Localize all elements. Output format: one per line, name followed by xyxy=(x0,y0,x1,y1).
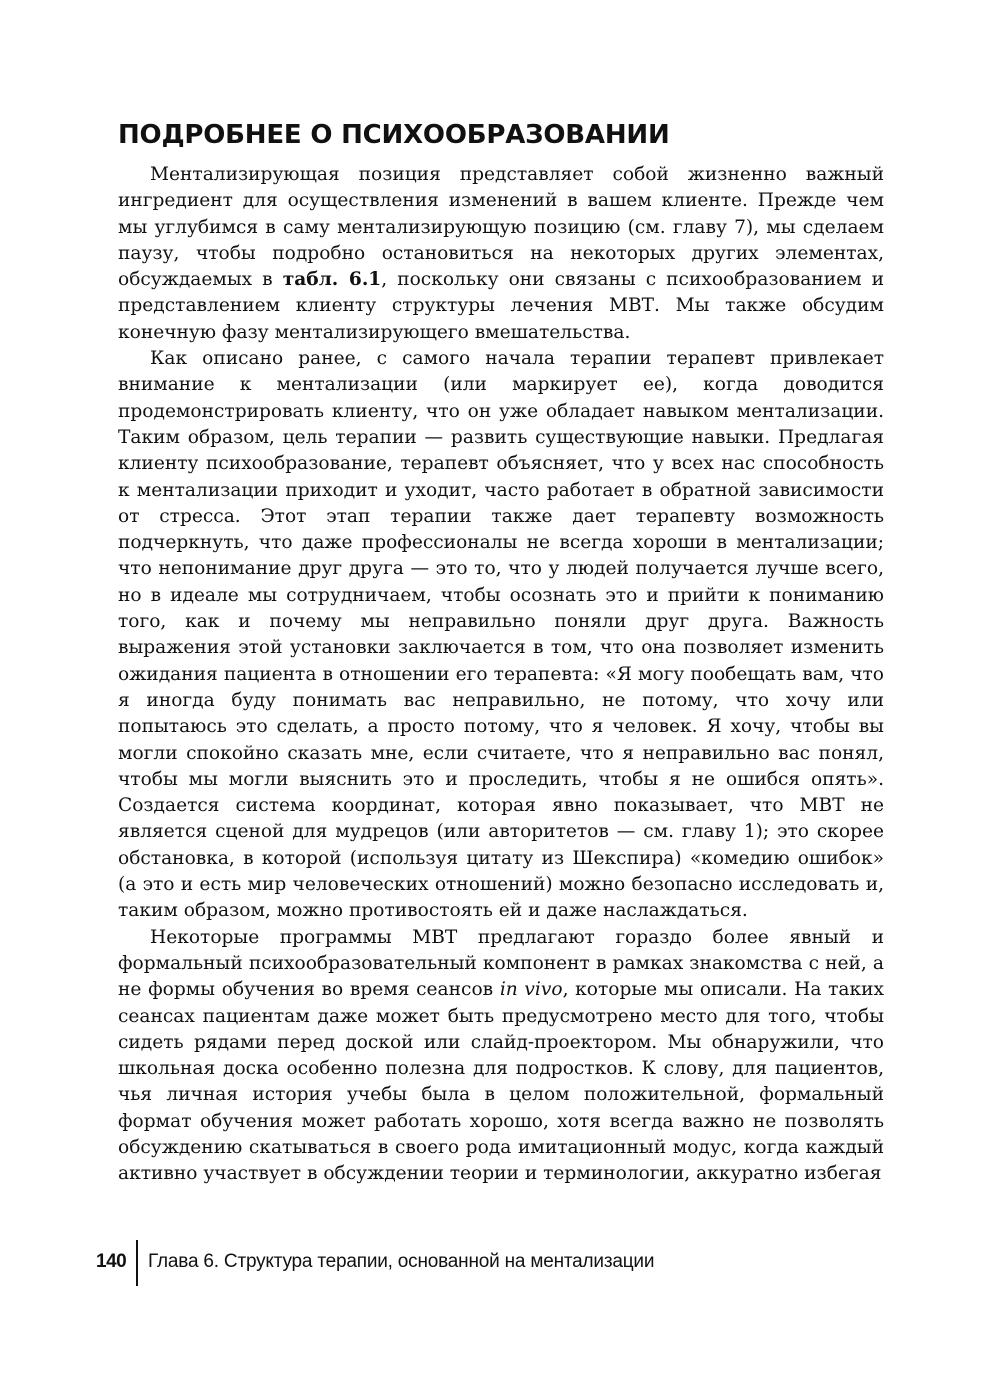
footer-divider xyxy=(136,1240,138,1286)
body-text xyxy=(118,162,884,1188)
paragraph-3-text-after: , которые мы описали. На таких сеансах пациентам даже может быть предусмотрено место для того, чтобы сидеть рядами перед доской или слайд-проектором. Мы обнаружили, что школьная доска особенно полезна для подростков. К слову, для пациентов, чья личная история учебы была в целом положительной, формальный формат обучения может работать хорошо, хотя всегда важно не позволять обсуждению скатываться в своего рода имитационный модус, когда каждый активно участвует в обсуждении теории и терминологии, аккуратно избегая xyxy=(118,979,884,1185)
paragraph-3 xyxy=(118,925,884,1188)
section-heading: ПОДРОБНЕЕ О ПСИХООБРАЗОВАНИИ xyxy=(118,120,670,150)
running-head: Глава 6. Структура терапии, основанной на ментализации xyxy=(148,1251,655,1272)
paragraph-2 xyxy=(118,346,884,925)
page-number: 140 xyxy=(96,1251,127,1272)
paragraph-1-text-after: , поскольку они связаны с психообразованием и представлением клиенту структуры лечения МВТ. Мы также обсудим конечную фазу ментализирующего вмешательства. xyxy=(118,269,885,343)
page-footer xyxy=(96,1238,796,1286)
table-reference: табл. 6.1 xyxy=(282,269,382,291)
latin-term: in vivo xyxy=(499,979,563,1001)
paragraph-1 xyxy=(118,162,884,346)
paragraph-3-text: Некоторые программы МВТ предлагают гораздо более явный и формальный психообразовательный компонент в рамках знакомства с ней, а не формы обучения во время сеансов xyxy=(118,926,884,1001)
paragraph-2-text: Как описано ранее, с самого начала терапии терапевт привлекает внимание к ментализации (или маркирует ее), когда доводится продемонстрировать клиенту, что он уже обладает навыком ментализации. Таким образом, цель терапии — развить существующие навыки. Предлагая клиенту психообразование, терапевт объясняет, что у всех нас способность к ментализации приходит и уходит, часто работает в обратной зависимости от стресса. Этот этап терапии также дает терапевту возможность подчеркнуть, что даже профессионалы не всегда хороши в ментализации; что непонимание друг друга — это то, что у людей получается лучше всего, но в идеале мы сотрудничаем, чтобы осознать это и прийти к пониманию того, как и почему мы неправильно поняли друг друга. Важность выражения этой установки заключается в том, что она позволяет изменить ожидания пациента в отношении его терапевта: «Я могу пообещать вам, что я иногда буду понимать вас неправильно, не потому, что хочу или попытаюсь это сделать, а просто потому, что я человек. Я хочу, чтобы вы могли спокойно сказать мне, если считаете, что я неправильно вас понял, чтобы мы могли выяснить это и проследить, чтобы я не ошибся опять». Создается система координат, которая явно показывает, что МВТ не является сценой для мудрецов (или авторитетов — см. главу 1); это скорее обстановка, в которой (используя цитату из Шекспира) «комедию ошибок» (а это и есть мир человеческих отношений) можно безопасно исследовать и, таким образом, можно противостоять ей и даже наслаждаться. xyxy=(118,348,884,922)
paragraph-1-text: Ментализирующая позиция представляет собой жизненно важный ингредиент для осуществления изменений в вашем клиенте. Прежде чем мы углубимся в саму ментализирующую позицию (см. главу 7), мы сделаем паузу, чтобы подробно остановиться на некоторых других элементах, обсуждаемых в xyxy=(118,164,884,291)
